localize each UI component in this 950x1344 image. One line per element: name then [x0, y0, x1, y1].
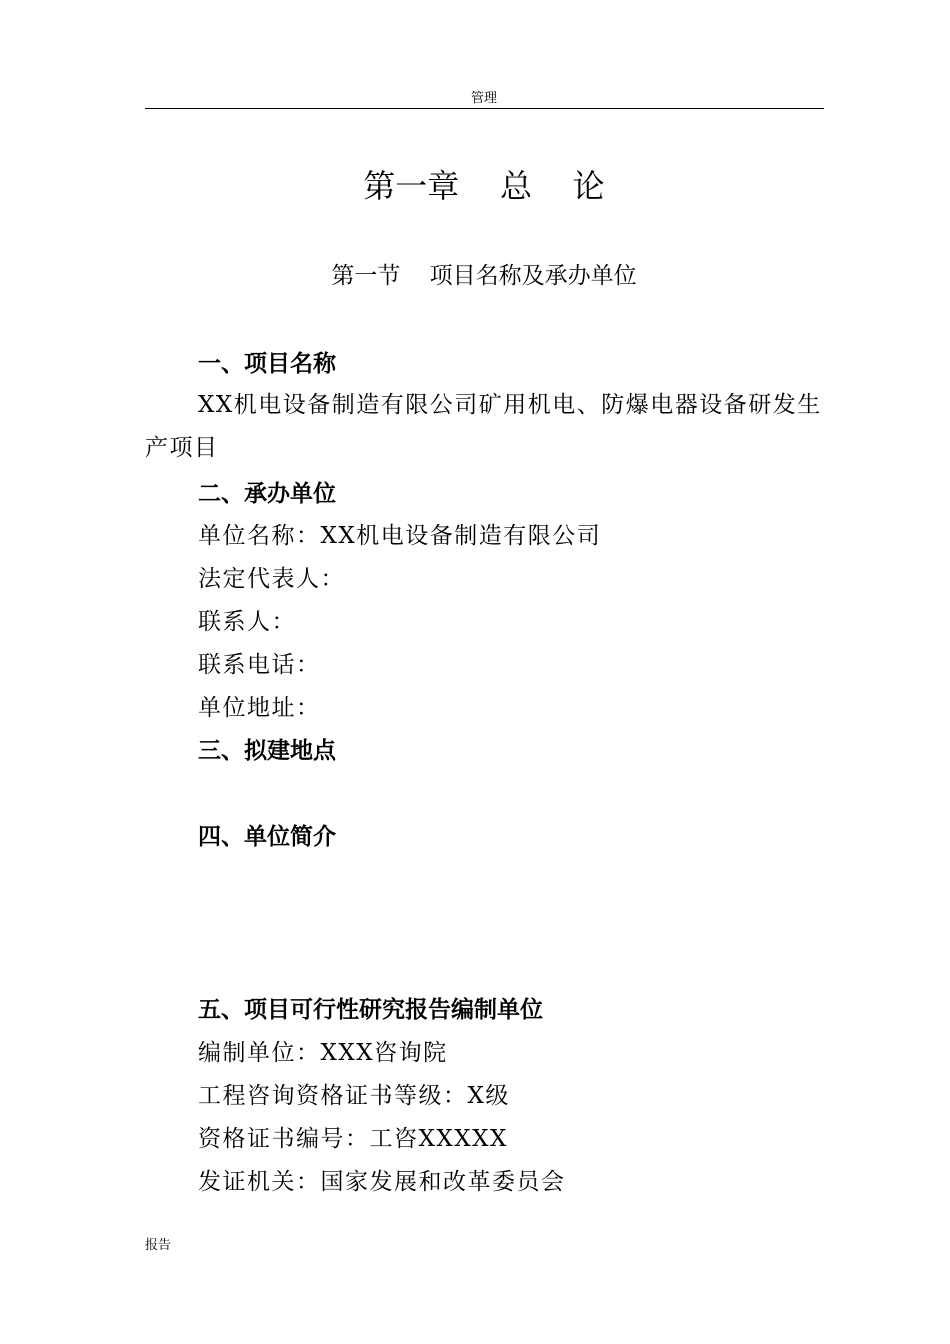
- heading-project-name: 一、项目名称: [198, 351, 336, 377]
- heading-compiler: 五、项目可行性研究报告编制单位: [198, 997, 543, 1023]
- section-title: 第一节 项目名称及承办单位: [331, 263, 637, 289]
- heading-organizer: 二、承办单位: [198, 481, 336, 507]
- compiler-issuer: 发证机关：国家发展和改革委员会: [198, 1169, 566, 1195]
- organizer-unit-name: 单位名称：XX机电设备制造有限公司: [198, 523, 602, 549]
- compiler-unit: 编制单位：XXX咨询院: [198, 1040, 448, 1066]
- organizer-contact: 联系人：: [198, 609, 296, 635]
- page-header: 管理: [470, 91, 497, 106]
- heading-intro: 四、单位简介: [198, 824, 336, 850]
- chapter-title: 第一章 总 论: [363, 167, 605, 205]
- project-name-text: XX机电设备制造有限公司矿用机电、防爆电器设备研发生产项目: [145, 392, 822, 461]
- page-footer: 报告: [145, 1238, 172, 1253]
- compiler-cert-no: 资格证书编号：工咨XXXXX: [198, 1126, 508, 1152]
- organizer-legal-rep: 法定代表人：: [198, 566, 345, 592]
- heading-site: 三、拟建地点: [198, 738, 336, 764]
- organizer-address: 单位地址：: [198, 695, 321, 721]
- organizer-phone: 联系电话：: [198, 652, 321, 678]
- header-rule: [145, 108, 824, 109]
- compiler-grade: 工程咨询资格证书等级：X级: [198, 1083, 510, 1109]
